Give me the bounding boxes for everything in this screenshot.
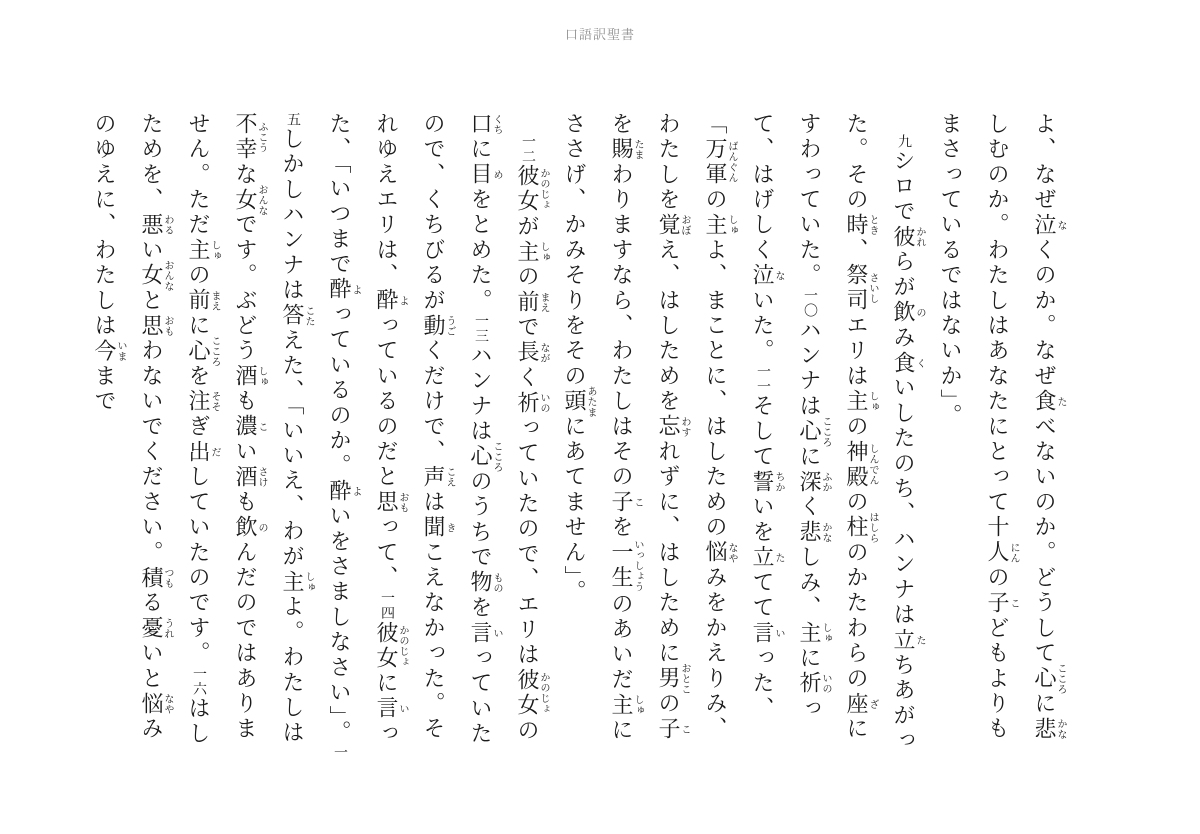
ruby-annotation: 主しゅ	[186, 238, 220, 264]
ruby-annotation: 口くち	[468, 112, 502, 138]
ruby-annotation: 祭司さいし	[844, 263, 878, 314]
ruby-annotation: 子こ	[609, 490, 643, 516]
ruby-annotation: 主しゅ	[280, 569, 314, 595]
ruby-annotation: 悲かな	[1032, 716, 1066, 743]
scripture-text	[81, 112, 1068, 764]
ruby-annotation: 主しゅ	[609, 692, 643, 718]
ruby-annotation: 一生いっしょう	[609, 539, 643, 593]
running-head-title: 口語訳聖書	[564, 27, 635, 42]
ruby-annotation: 酒しゅ	[233, 364, 267, 390]
ruby-annotation: 悩なや	[703, 540, 737, 566]
ruby-annotation: 主しゅ	[844, 389, 878, 415]
ruby-annotation: 主しゅ	[515, 239, 549, 265]
verse-number: 一六	[191, 666, 206, 697]
ruby-annotation: 頭あたま	[562, 386, 596, 418]
ruby-annotation: 祈いの	[515, 390, 549, 417]
ruby-annotation: 思おも	[374, 490, 408, 516]
ruby-annotation: 誓ちか	[750, 469, 784, 495]
ruby-annotation: 彼女かのじょ	[515, 668, 549, 719]
ruby-annotation: 女おんな	[139, 260, 173, 292]
ruby-annotation: 女おんな	[233, 184, 267, 216]
verse-number: 一〇	[802, 288, 817, 319]
ruby-annotation: 柱はしら	[844, 512, 878, 544]
scripture-paragraph: 九シロで彼かれらが飲のみ食くいしたのち、ハンナは立たちあがった。その時とき、祭司さいしエリは主しゅの神殿しんでんの柱はしらのかたわらの座ざにすわっていた。一〇ハンナは心こころに深ふかく悲かなしみ、主しゅに祈いのって、はげしく泣ないた。一一そして誓ちかいを立たてて言いった、「万軍ばんぐんの主しゅよ、まことに、はしための悩なやみをかえりみ、わたしを覚おぼえ、はしためを忘わすれずに、はしために男おとこの子こを賜たまわりますなら、わたしはその子こを一生いっしょうのあいだ主しゅにささげ、かみそりをその頭あたまにあてません」。	[562, 112, 925, 754]
ruby-annotation: 神殿しんでん	[844, 439, 878, 491]
ruby-annotation: 万軍ばんぐん	[703, 137, 737, 188]
verse-number: 一一	[755, 364, 770, 395]
ruby-annotation: 不幸ふこう	[233, 112, 267, 163]
ruby-annotation: 憂うれ	[139, 616, 173, 642]
ruby-annotation: 酒さけ	[233, 464, 267, 491]
ruby-annotation: 前まえ	[186, 288, 220, 314]
ruby-annotation: 飲の	[233, 515, 267, 541]
ruby-annotation: 言い	[468, 620, 502, 647]
ruby-annotation: 泣な	[750, 263, 784, 289]
ruby-annotation: 思おも	[139, 313, 173, 339]
ruby-annotation: 心こころ	[1032, 663, 1066, 695]
ruby-annotation: 主しゅ	[797, 620, 831, 647]
verse-number: 九	[896, 134, 911, 149]
ruby-annotation: 食く	[891, 350, 925, 376]
ruby-annotation: 主しゅ	[703, 212, 737, 239]
ruby-annotation: 彼女かのじょ	[515, 164, 549, 215]
ruby-annotation: 目め	[468, 162, 502, 188]
scripture-paragraph: 一二彼女かのじょが主しゅの前まえで長ながく祈いのっていたので、エリは彼女かのじょの口くちに目めをとめた。一三ハンナは心こころのうちで物ものを言いっていたので、くちびるが動うごくだけで、声こえは聞きこえなかった。それゆえエリは、酔よっているのだと思おもって、一四彼女かのじょに言いった、「いつまで酔よっているのか。酔よいをさましなさい」。一五しかしハンナは答こたえた、「いいえ、わが主しゅよ。わたしは不幸ふこうな女おんなです。ぶどう酒しゅも濃こい酒さけも飲のんだのではありません。ただ主しゅの前まえに心こころを注そそぎ出だしていたのです。一六はしためを、悪わるい女おんなと思おもわないでください。積つもる憂うれいと悩なやみのゆえに、わたしは今いままで	[92, 112, 549, 761]
ruby-annotation: 酔よ	[327, 479, 361, 505]
ruby-annotation: 声こえ	[421, 464, 455, 491]
ruby-annotation: 人にん	[985, 540, 1019, 566]
ruby-annotation: 長なが	[515, 340, 549, 366]
ruby-annotation: 深ふか	[797, 469, 831, 495]
ruby-annotation: 心こころ	[186, 335, 220, 368]
ruby-annotation: 飲の	[891, 300, 925, 326]
ruby-annotation: 出だ	[186, 439, 220, 465]
ruby-annotation: 泣な	[1032, 212, 1066, 239]
ruby-annotation: 濃こ	[233, 414, 267, 440]
verse-number: 一五	[285, 112, 347, 761]
ruby-annotation: 忘わす	[656, 414, 690, 440]
ruby-annotation: 心こころ	[468, 441, 502, 473]
ruby-annotation: 子こ	[985, 590, 1019, 617]
ruby-annotation: 聞き	[421, 515, 455, 541]
ruby-annotation: 祈いの	[797, 671, 831, 697]
ruby-annotation: 覚おぼ	[656, 212, 690, 239]
ruby-annotation: 酔よ	[374, 288, 408, 314]
ruby-annotation: 立た	[891, 627, 925, 654]
verse-number: 一三	[473, 313, 488, 344]
verse-number: 一二	[520, 134, 535, 164]
ruby-annotation: 子こ	[656, 716, 690, 743]
ruby-annotation: 積つも	[139, 565, 173, 591]
ruby-annotation: 酔よ	[327, 277, 361, 303]
ruby-annotation: 座ざ	[844, 691, 878, 717]
scripture-paragraph: よ、なぜ泣なくのか。なぜ食たべないのか。どうして心こころに悲かなしむのか。わたしはあなたにとって十人にんの子こどもよりもまさっているではないか」。	[938, 112, 1066, 743]
ruby-annotation: 今いま	[92, 338, 126, 365]
ruby-annotation: 言い	[750, 620, 784, 647]
ruby-annotation: 賜たま	[609, 137, 643, 163]
ruby-annotation: 答こた	[280, 303, 314, 329]
ruby-annotation: 悩なや	[139, 691, 173, 717]
ruby-annotation: 食た	[1032, 389, 1066, 415]
ruby-annotation: 前まえ	[515, 290, 549, 316]
ruby-annotation: 男おとこ	[656, 663, 690, 695]
ruby-annotation: 動うご	[421, 313, 455, 339]
ruby-annotation: 立た	[750, 545, 784, 571]
ruby-annotation: 時とき	[844, 212, 878, 239]
ruby-annotation: 物もの	[468, 570, 502, 596]
ruby-annotation: 言い	[374, 696, 408, 722]
verse-number: 一四	[379, 590, 394, 621]
ruby-annotation: 悲かな	[797, 520, 831, 546]
ruby-annotation: 注そそ	[186, 389, 220, 415]
ruby-annotation: 彼かれ	[891, 224, 925, 250]
ruby-annotation: 彼女かのじょ	[374, 620, 408, 672]
ruby-annotation: 心こころ	[797, 416, 831, 448]
ruby-annotation: 悪わる	[139, 212, 173, 239]
